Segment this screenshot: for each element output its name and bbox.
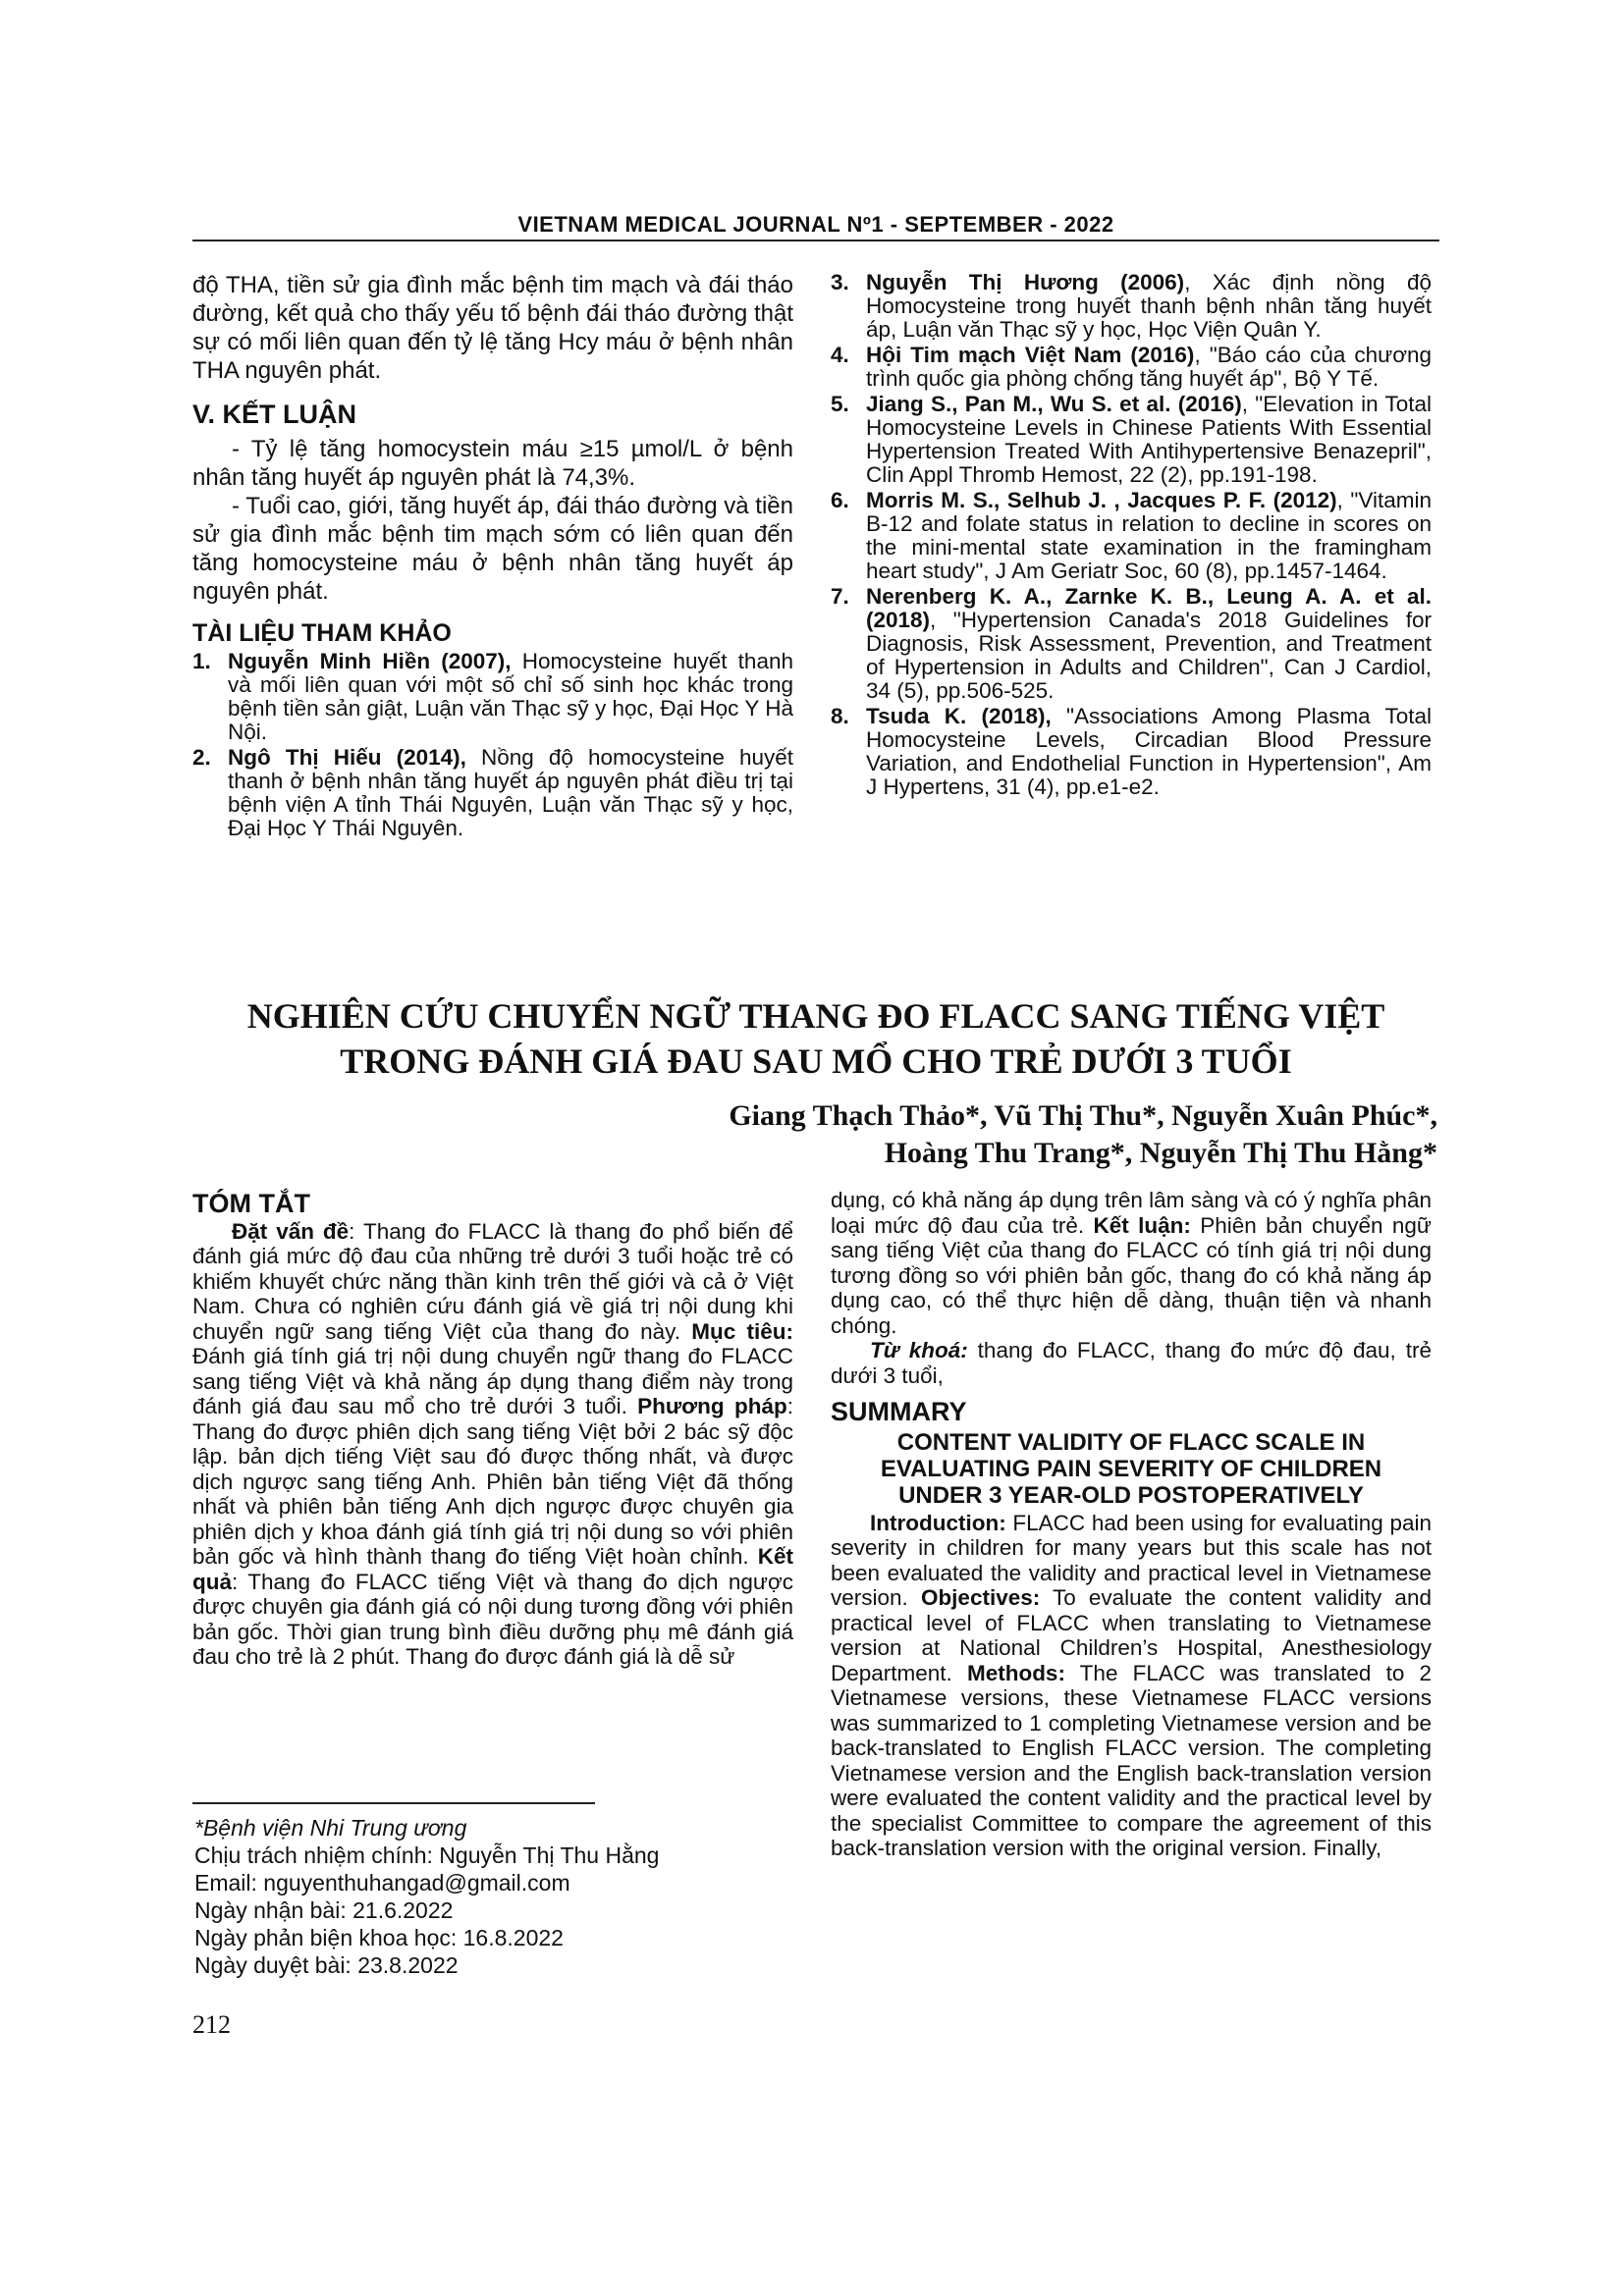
article-authors: Giang Thạch Thảo*, Vũ Thị Thu*, Nguyễn Xuân Phúc*, Hoàng Thu Trang*, Nguyễn Thị Thu Hằng* (729, 1099, 1437, 1169)
right-column-bottom (831, 1188, 1432, 1861)
keywords: Từ khoá: thang đo FLACC, thang đo mức độ đau, trẻ dưới 3 tuổi, (831, 1338, 1432, 1388)
summary-heading: SUMMARY (831, 1397, 967, 1426)
reference-item: 4. Hội Tim mạch Việt Nam (2016), "Báo cáo của chương trình quốc gia phòng chống tăng huyết áp", Bộ Y Tế. (831, 343, 1432, 391)
right-column-top (831, 271, 1432, 801)
reference-item: 6. Morris M. S., Selhub J. , Jacques P. F. (2012), "Vitamin B-12 and folate status in relation to decline in scores on the mini-mental state examination in the framingham heart study", J Am Geriatr Soc, 60 (8), pp.1457-1464. (831, 488, 1432, 583)
abstract-body: Đặt vấn đề: Thang đo FLACC là thang đo phổ biến để đánh giá mức độ đau của những trẻ dưới 3 tuổi hoặc trẻ có khiếm khuyết chức năng thần kinh trên thế giới và cả ở Việt Nam. Chưa có nghiên cứu đánh giá về giá trị nội dung khi chuyển ngữ sang tiếng Việt của thang đo này. Mục tiêu: Đánh giá tính giá trị nội dung chuyển ngữ thang đo FLACC sang tiếng Việt và khả năng áp dụng thang điểm này trong đánh giá đau sau mổ cho trẻ dưới 3 tuổi. Phương pháp: Thang đo được phiên dịch sang tiếng Việt bởi 2 bác sỹ độc lập. bản dịch tiếng Việt sau đó được thống nhất, và được dịch ngược sang tiếng Anh. Phiên bản tiếng Việt đã thống nhất và phiên bản tiếng Anh dịch ngược được chuyên gia phiên dịch y khoa đánh giá tính giá trị nội dung so với phiên bản gốc và hình thành thang đo tiếng Việt hoàn chỉnh. Kết quả: Thang đo FLACC tiếng Việt và thang đo dịch ngược được chuyên gia đánh giá có nội dung tương đồng với phiên bản gốc. Thời gian trung bình điều dưỡng phụ mê đánh giá đau cho trẻ là 2 phút. Thang đo được đánh giá là dễ sử (192, 1218, 793, 1669)
header-rule (192, 240, 1439, 241)
conclusion-heading: V. KẾT LUẬN (192, 400, 357, 429)
abstract-continued: dụng, có khả năng áp dụng trên lâm sàng và có ý nghĩa phân loại mức độ đau của trẻ. Kết luận: Phiên bản chuyển ngữ sang tiếng Việt của thang đo FLACC có tính giá trị nội dung tương đồng so với phiên bản gốc, thang đo có khả năng áp dụng cao, có thể thực hiện dễ dàng, thuận tiện và nhanh chóng. (831, 1188, 1432, 1338)
abstract-heading: TÓM TẮT (192, 1189, 310, 1218)
article-title: NGHIÊN CỨU CHUYỂN NGỮ THANG ĐO FLACC SANG TIẾNG VIỆT TRONG ĐÁNH GIÁ ĐAU SAU MỔ CHO TRẺ DƯỚI 3 TUỔI (246, 996, 1385, 1081)
page-number: 212 (192, 2010, 231, 2039)
journal-header: VIETNAM MEDICAL JOURNAL Nº1 - SEPTEMBER - 2022 (517, 212, 1114, 237)
references-heading: TÀI LIỆU THAM KHẢO (192, 619, 452, 647)
abstract-vietnamese (192, 1189, 793, 1670)
footnote-rule (192, 1802, 595, 1804)
summary-body: Introduction: FLACC had been using for evaluating pain severity in children for many years but this scale has not been evaluated the validity and practical level in Vietnamese version. Objectives: To evaluate the content validity and practical level of FLACC when translating to Vietnamese version at National Children’s Hospital, Anesthesiology Department. Methods: The FLACC was translated to 2 Vietnamese versions, these Vietnamese FLACC versions was summarized to 1 completing Vietnamese version and be back-translated to English FLACC version. The completing Vietnamese version and the English back-translation version were evaluated the content validity and the practical level by the specialist Committee to compare the agreement of this back-translation version with the original version. Finally, (831, 1510, 1432, 1860)
reference-item: 1. Nguyễn Minh Hiền (2007), Homocysteine huyết thanh và mối liên quan với một số chỉ số sinh học khác trong bệnh tiền sản giật, Luận văn Thạc sỹ y học, Đại Học Y Hà Nội. (192, 649, 793, 744)
reference-item: 2. Ngô Thị Hiếu (2014), Nồng độ homocysteine huyết thanh ở bệnh nhân tăng huyết áp nguyên phát điều trị tại bệnh viện A tỉnh Thái Nguyên, Luận văn Thạc sỹ y học, Đại Học Y Thái Nguyên. (192, 745, 794, 840)
conclusion-item-1: - Tỷ lệ tăng homocystein máu ≥15 µmol/L ở bệnh nhân tăng huyết áp nguyên phát là 74,3%. (192, 436, 793, 491)
reference-item: 3. Nguyễn Thị Hương (2006), Xác định nồng độ Homocysteine trong huyết thanh bệnh nhân tăng huyết áp, Luận văn Thạc sỹ y học, Học Viện Quân Y. (831, 270, 1432, 342)
reference-item: 5. Jiang S., Pan M., Wu S. et al. (2016), "Elevation in Total Homocysteine Levels in Chinese Patients With Essential Hypertension Treated With Antihypertensive Benazepril", Clin Appl Thromb Hemost, 22 (2), pp.191-198. (831, 392, 1432, 487)
discussion-paragraph: độ THA, tiền sử gia đình mắc bệnh tim mạch và đái tháo đường, kết quả cho thấy yếu tố bệnh đái tháo đường thật sự có mối liên quan đến tỷ lệ tăng Hcy máu ở bệnh nhân THA nguyên phát. (192, 272, 793, 384)
conclusion-item-2: - Tuổi cao, giới, tăng huyết áp, đái tháo đường và tiền sử gia đình mắc bệnh tim mạch sớm có liên quan đến tăng homocysteine máu ở bệnh nhân tăng huyết áp nguyên phát. (192, 493, 793, 605)
reference-item: 8. Tsuda K. (2018), "Associations Among Plasma Total Homocysteine Levels, Circadian Blood Pressure Variation, and Endothelial Function in Hypertension", Am J Hypertens, 31 (4), pp.e1-e2. (831, 704, 1433, 799)
reference-list-right (831, 271, 1432, 799)
reference-list-left (192, 650, 793, 840)
footnote: *Bệnh viện Nhi Trung ương Chịu trách nhiệm chính: Nguyễn Thị Thu Hằng Email: nguyenthuhangad@gmail.com Ngày nhận bài: 21.6.2022 Ngày phản biện khoa học: 16.8.2022 Ngày duyệt bài: 23.8.2022 (194, 1815, 660, 1978)
reference-item: 7. Nerenberg K. A., Zarnke K. B., Leung A. A. et al. (2018), "Hypertension Canada's 2018 Guidelines for Diagnosis, Risk Assessment, Prevention, and Treatment of Hypertension in Adults and Children", Can J Cardiol, 34 (5), pp.506-525. (831, 584, 1432, 703)
summary-title: CONTENT VALIDITY OF FLACC SCALE IN EVALUATING PAIN SEVERITY OF CHILDREN UNDER 3 YEAR-OLD POSTOPERATIVELY (880, 1428, 1382, 1509)
left-column-top (192, 271, 793, 842)
